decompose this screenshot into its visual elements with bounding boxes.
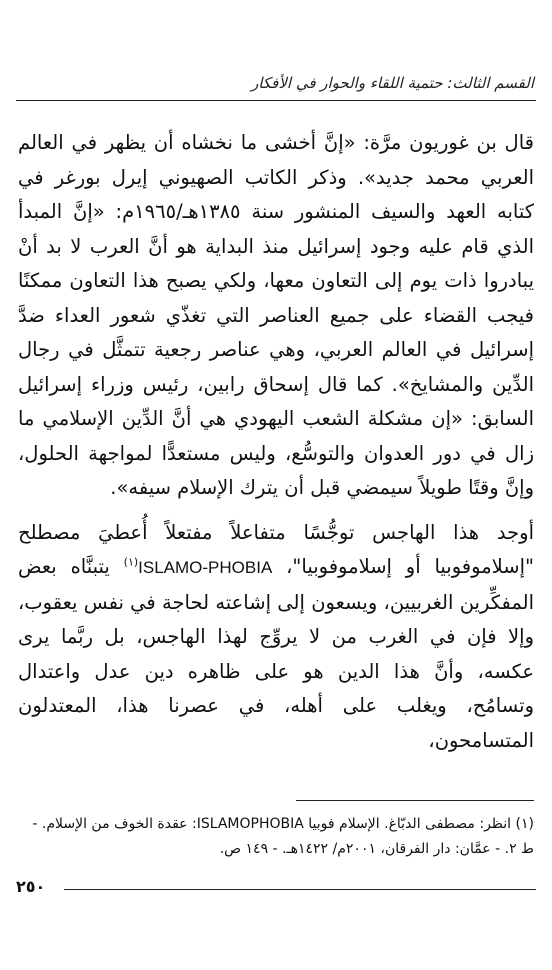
page-number-rule <box>64 889 536 890</box>
paragraph-2-end: يتبنَّاه بعض المفكِّرين الغربيين، ويسعون إلى إشاعته لحاجة في نفس يعقوب، وإلا فإن في الغرب من لا يروِّج لهذا الهاجس، بل ربَّما يرى عكسه، وأنَّ هذا الدين هو على ظاهره دين عدل واعتدال وتسامُح، ويغلب على أهله، في عصرنا هذا، المعتدلون المتسامحون، <box>18 555 534 752</box>
footnote-reference[interactable]: (١) <box>123 555 139 569</box>
footnote-divider <box>296 800 534 801</box>
paragraph-2 <box>18 516 534 759</box>
paragraph-2-start: أوجد هذا الهاجس توجُّسًا متفاعلاً مفتعلاً أُعطيَ مصطلح "إسلاموفوبيا أو إسلاموفوبيا"، <box>18 520 534 578</box>
running-header: القسم الثالث: حتمية اللقاء والحوار في الأفكار <box>251 74 534 92</box>
latin-term: ISLAMO-PHOBIA <box>138 558 273 577</box>
footnote-line-1: (١) انظر: مصطفى الدبّاغ. الإسلام فوبيا ISLAMOPHOBIA: عقدة الخوف من الإسلام. - <box>32 816 534 832</box>
footnote-line-2: ط ٢. - عمَّان: دار الفرقان، ٢٠٠١م/ ١٤٢٢هـ. - ١٤٩ ص. <box>219 841 534 857</box>
page-number: ٢٥٠ <box>16 877 46 896</box>
footnote <box>16 812 534 862</box>
header-divider <box>16 100 536 101</box>
main-text <box>18 126 534 758</box>
paragraph-1: قال بن غوريون مرَّة: «إنَّ أخشى ما نخشاه أن يظهر في العالم العربي محمد جديد». وذكر الكاتب الصهيوني إيرل بورغر في كتابه العهد والسيف المنشور سنة ١٣٨٥هـ/١٩٦٥م: «إنَّ المبدأ الذي قام عليه وجود إسرائيل منذ البداية هو أنَّ العرب لا بد أنْ يبادروا ذات يوم إلى التعاون معها، ولكي يصبح هذا التعاون ممكنًا فيجب القضاء على جميع العناصر التي تغذّي شعور العداء ضدَّ إسرائيل في العالم العربي، وهي عناصر رجعية تتمثَّل في رجال الدِّين والمشايخ». كما قال إسحاق رابين، رئيس وزراء إسرائيل السابق: «إن مشكلة الشعب اليهودي هي أنَّ الدِّين الإسلامي ما زال في دور العدوان والتوسُّع، وليس مستعدًّا لمواجهة الحلول، وإنَّ وقتًا طويلاً سيمضي قبل أن يترك الإسلام سيفه». <box>18 131 535 499</box>
